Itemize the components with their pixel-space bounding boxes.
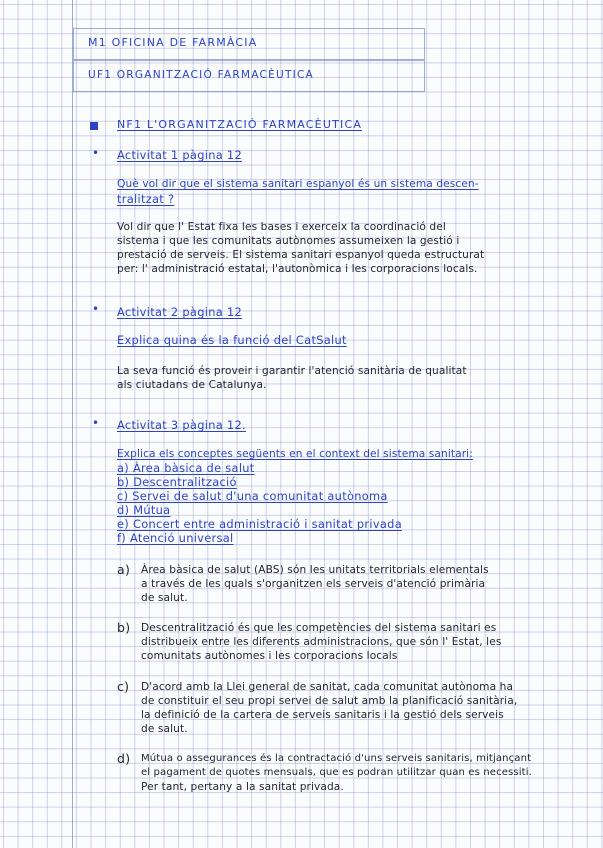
activity1-answer-line: per: l' administració estatal, l'autonòmica i les corporacions locals. — [117, 263, 478, 275]
answer-a-label: a) — [117, 562, 131, 577]
activity3-item: f) Atenció universal — [117, 531, 234, 545]
activity2-answer-line: La seva funció és proveir i garantir l'atenció sanitària de qualitat — [117, 365, 467, 377]
answer-d-line: Mútua o assegurances és la contractació d'uns serveis sanitaris, mitjançant — [141, 753, 532, 764]
answer-b-line: distribueix entre les diferents administracions, que són l' Estat, les — [141, 636, 502, 648]
answer-b-label: b) — [117, 620, 131, 635]
activity2-answer-line: als ciutadans de Catalunya. — [117, 379, 267, 391]
answer-b-line: comunitats autònomes i les corporacions locals — [141, 650, 398, 662]
answer-c-line: D'acord amb la Llei general de sanitat, cada comunitat autònoma ha — [141, 681, 514, 693]
activity1-question-line: Què vol dir que el sistema sanitari espanyol és un sistema descen- — [117, 178, 479, 190]
unit-title: UF1 ORGANITZACIÓ FARMACÈUTICA — [88, 69, 314, 81]
answer-a-line: Àrea bàsica de salut (ABS) són les unitats territorials elementals — [141, 564, 489, 576]
bullet-icon: • — [92, 416, 100, 430]
activity1-title: Activitat 1 pàgina 12 — [117, 148, 243, 162]
section-bullet-icon — [90, 122, 98, 130]
answer-b-line: Descentralització és que les competències del sistema sanitari es — [141, 622, 497, 634]
answer-a-line: a través de les quals s'organitzen els serveis d'atenció primària — [141, 578, 486, 590]
answer-c-line: la definició de la cartera de serveis sanitaris i la gestió dels serveis — [141, 709, 504, 721]
activity1-answer-line: prestació de serveis. El sistema sanitari espanyol queda estructurat — [117, 249, 485, 261]
activity3-title: Activitat 3 pàgina 12. — [117, 418, 246, 432]
activity3-item: d) Mútua — [117, 503, 171, 517]
bullet-icon: • — [92, 146, 100, 160]
answer-c-line: de constituir el seu propi servei de salut amb la planificació sanitària, — [141, 695, 518, 707]
answer-c-line: de salut. — [141, 723, 188, 735]
activity1-answer-line: sistema i que les comunitats autònomes assumeixen la gestió i — [117, 235, 460, 247]
answer-d-line: Per tant, pertany a la sanitat privada. — [141, 781, 344, 793]
activity3-item: c) Servei de salut d'una comunitat autònoma — [117, 489, 388, 503]
activity3-item: b) Descentralització — [117, 475, 237, 489]
activity2-question-line: Explica quina és la funció del CatSalut — [117, 333, 347, 347]
bullet-icon: • — [92, 302, 100, 316]
answer-c-label: c) — [117, 679, 130, 694]
activity3-item: a) Àrea bàsica de salut — [117, 461, 255, 475]
answer-a-line: de salut. — [141, 592, 188, 604]
module-title: M1 OFICINA DE FARMÀCIA — [88, 36, 258, 49]
section-title: NF1 L'ORGANITZACIÓ FARMACÈUTICA — [117, 118, 363, 131]
answer-d-label: d) — [117, 751, 131, 766]
activity1-answer-line: Vol dir que l' Estat fixa les bases i exerceix la coordinació del — [117, 221, 446, 233]
activity3-question: Explica els conceptes següents en el context del sistema sanitari: — [117, 448, 473, 460]
answer-d-line: el pagament de quotes mensuals, que es podran utilitzar quan es necessiti. — [141, 767, 532, 778]
left-margin-line — [72, 0, 73, 848]
activity2-title: Activitat 2 pàgina 12 — [117, 305, 243, 319]
activity1-question-line: tralitzat ? — [117, 192, 175, 206]
activity3-item: e) Concert entre administració i sanitat privada — [117, 517, 402, 531]
